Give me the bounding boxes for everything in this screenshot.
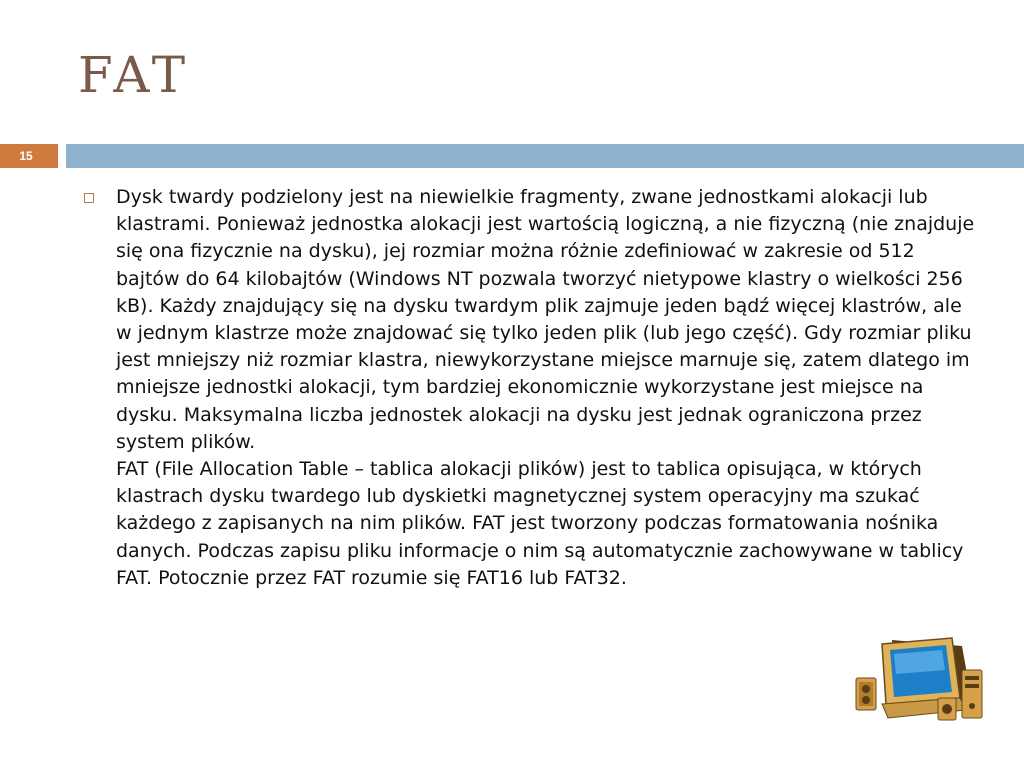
paragraph-fat-definition: FAT (File Allocation Table – tablica alokacji plików) jest to tablica opisująca, w których klastrach dysku twardego lub dyskietki magnetycznej system operacyjny ma szukać każdego z zapisanych na nim plików. FAT jest tworzony podczas formatowania nośnika danych. Podczas zapisu pliku informacje o nim są automatycznie zachowywane w tablicy FAT. Potocznie przez FAT rozumie się FAT16 lub FAT32.	[116, 458, 964, 589]
slide-number-badge	[0, 144, 58, 168]
bullet-item	[78, 184, 978, 592]
slide-number: 15	[19, 149, 33, 163]
paragraph-clusters: Dysk twardy podzielony jest na niewielkie fragmenty, zwane jednostkami alokacji lub klastrami. Ponieważ jednostka alokacji jest wartością logiczną, a nie fizyczną (nie znajduje się ona fizycznie na dysku), jej rozmiar można różnie zdefiniować w zakresie od 512 bajtów do 64 kilobajtów (Windows NT pozwala tworzyć nietypowe klastry o wielkości 256 kB). Każdy znajdujący się na dysku twardym plik zajmuje jeden bądź więcej klastrów, ale w jednym klastrze może znajdować się tylko jeden plik (lub jego część). Gdy rozmiar pliku jest mniejszy niż rozmiar klastra, niewykorzystane miejsce marnuje się, zatem dlatego im mniejsze jednostki alokacji, tym bardziej ekonomicznie wykorzystane jest miejsce na dysku. Maksymalna liczba jednostek alokacji na dysku jest jednak ograniczona przez system plików.	[116, 186, 975, 453]
computer-clipart-icon	[852, 632, 992, 724]
left-speaker-icon	[856, 678, 876, 710]
slide-title: FAT	[78, 46, 191, 104]
bullet-text	[116, 184, 976, 592]
tower-icon	[962, 670, 982, 718]
slide-content	[78, 184, 978, 592]
header-divider-bar	[66, 144, 1024, 168]
right-speaker-icon	[938, 698, 956, 720]
hollow-square-bullet-icon	[84, 193, 94, 203]
monitor-icon	[882, 638, 960, 704]
